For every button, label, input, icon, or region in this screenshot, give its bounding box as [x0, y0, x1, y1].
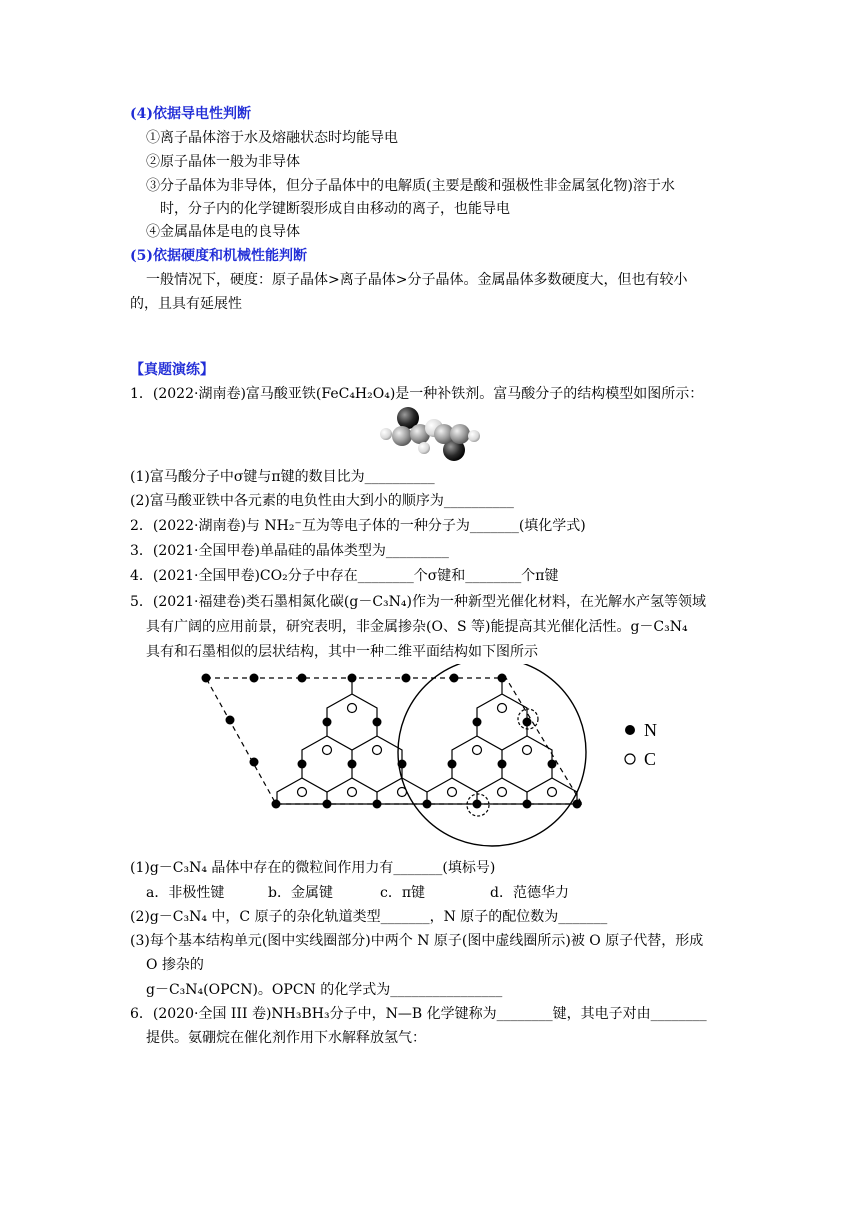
legend-n-label: N [644, 720, 657, 740]
q1-part-1: (1)富马酸分子中σ键与π键的数目比为__________ [130, 469, 435, 485]
sec4-item-3-cont: 时，分子内的化学键断裂形成自由移动的离子，也能导电 [160, 201, 510, 217]
q1-stem: 1．(2022·湖南卷)富马酸亚铁(FeC₄H₂O₄)是一种补铁剂。富马酸分子的结构模型如图所示： [130, 386, 704, 402]
section-5-heading: (5)依据硬度和机械性能判断 [130, 248, 307, 264]
option-c: c．π键 [380, 885, 426, 901]
sec4-item-1: ①离子晶体溶于水及熔融状态时均能导电 [146, 130, 398, 146]
legend-c-label: C [644, 749, 657, 769]
q4: 4．(2021·全国甲卷)CO₂分子中存在________个σ键和________个π键 [130, 568, 559, 584]
q5-part-3c: g－C₃N₄(OPCN)。OPCN 的化学式为________________ [146, 982, 503, 998]
practice-heading: 【真题演练】 [130, 362, 214, 378]
molecule-atom [450, 424, 470, 444]
sec5-line-1: 一般情况下，硬度：原子晶体>离子晶体>分子晶体。金属晶体多数硬度大，但也有较小 [146, 272, 688, 288]
q1-part-2: (2)富马酸亚铁中各元素的电负性由大到小的顺序为__________ [130, 493, 514, 509]
legend-n-marker [625, 725, 635, 735]
q5-options [146, 883, 569, 903]
option-b: b．金属键 [268, 885, 333, 901]
sec4-item-3: ③分子晶体为非导体，但分子晶体中的电解质(主要是酸和强极性非金属氢化物)溶于水 [146, 178, 675, 194]
q5-part-2: (2)g－C₃N₄ 中，C 原子的杂化轨道类型_______，N 原子的配位数为_______ [130, 909, 608, 925]
q5-part-1: (1)g－C₃N₄ 晶体中存在的微粒间作用力有_______(填标号) [130, 860, 496, 876]
q3: 3．(2021·全国甲卷)单晶硅的晶体类型为_________ [130, 543, 449, 559]
molecule-atom [418, 442, 430, 454]
q5-part-3a: (3)每个基本结构单元(图中实线圈部分)中两个 N 原子(图中虚线圈所示)被 O 原子代替，形成 [130, 933, 704, 949]
q2: 2．(2022·湖南卷)与 NH₂⁻互为等电子体的一种分子为_______(填化学式) [130, 518, 586, 534]
q5-line-2: 具有广阔的应用前景，研究表明，非金属掺杂(O、S 等)能提高其光催化活性。g－C₃N₄ [146, 619, 688, 635]
sec4-item-2: ②原子晶体一般为非导体 [146, 154, 300, 170]
molecule-atom [392, 426, 412, 446]
legend-c-marker [625, 754, 635, 764]
molecule-atom [468, 430, 480, 442]
q5-line-1: 5．(2021·福建卷)类石墨相氮化碳(g－C₃N₄)作为一种新型光催化材料，在光解水产氢等领域 [130, 594, 706, 610]
q6-line-2: 提供。氨硼烷在催化剂作用下水解释放氢气： [146, 1030, 426, 1046]
g-c3n4-structure-diagram [200, 664, 680, 854]
sec4-item-4: ④金属晶体是电的良导体 [146, 224, 300, 240]
sec5-line-2: 的，且具有延展性 [130, 296, 242, 312]
option-a: a．非极性键 [146, 885, 225, 901]
q5-line-3: 具有和石墨相似的层状结构，其中一种二维平面结构如下图所示 [146, 644, 538, 660]
fumaric-acid-model-image [378, 404, 482, 464]
q5-part-3b: O 掺杂的 [146, 957, 204, 973]
q6-line-1: 6．(2020·全国 III 卷)NH₃BH₃分子中，N—B 化学键称为________键，其电子对由________ [130, 1006, 707, 1022]
molecule-atom [380, 428, 392, 440]
option-d: d．范德华力 [490, 885, 569, 901]
section-4-heading: (4)依据导电性判断 [130, 106, 251, 122]
